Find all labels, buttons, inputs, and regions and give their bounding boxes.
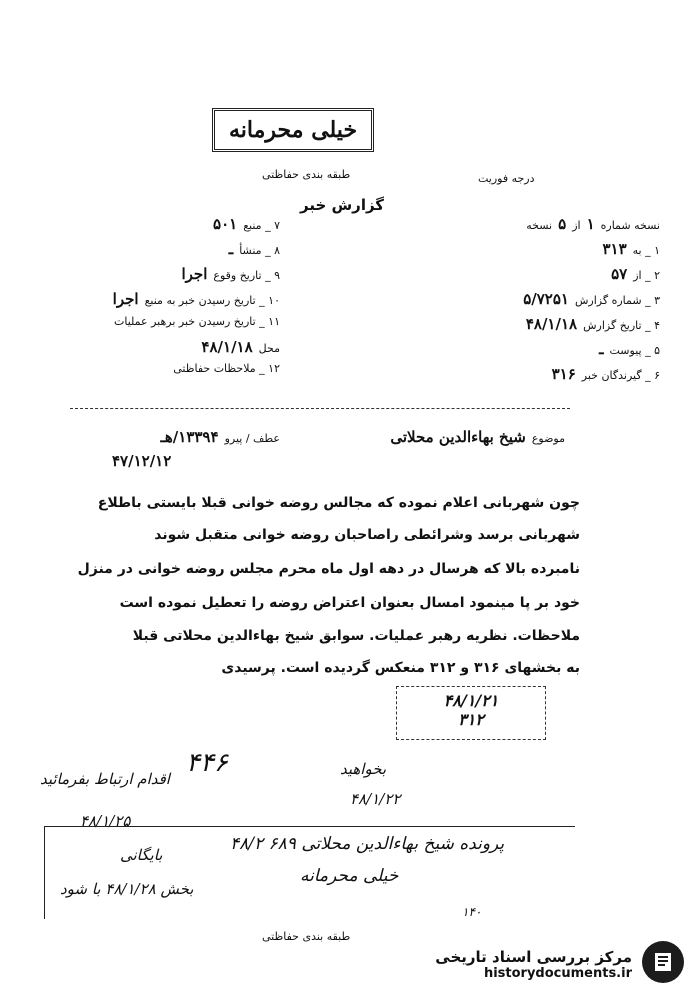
file-note: خیلی محرمانه: [300, 866, 399, 886]
report-title: گزارش خبر: [300, 196, 385, 214]
hand-note: ۴۸/۱/۲۲: [350, 790, 401, 808]
hand-number: ۴۴۶: [186, 748, 228, 778]
field-label: ۲ _ از: [633, 269, 660, 282]
field-value: اجرا: [181, 265, 208, 283]
field-label: ۴ _ تاریخ گزارش: [583, 319, 660, 332]
field-label: ۱۲ _ ملاحظات حفاظتی: [173, 362, 280, 375]
field-value: ـ: [228, 240, 234, 258]
field-value: ـ: [599, 340, 604, 358]
field-label: ۶ _ گیرندگان خبر: [581, 369, 660, 382]
field-to: [602, 240, 660, 258]
field-label: ۳ _ شماره گزارش: [574, 294, 660, 307]
body-line: ملاحظات. نظریه رهبر عملیات. سوابق شیخ بهاءالدین محلاتی قبلا: [132, 628, 580, 644]
hand-note: اقدام ارتباط بفرمائید: [40, 770, 170, 788]
classification-caption: طبقه بندی حفاظتی: [262, 168, 351, 181]
field-attachment: [599, 340, 660, 358]
field-security-notes: [167, 362, 280, 375]
field-label: ۵ _ پیوست: [609, 344, 660, 357]
hand-note: بایگانی: [120, 846, 163, 864]
body-line: خود بر پا مینمود امسال بعنوان اعتراض روضه را تعطیل نموده است: [119, 595, 580, 611]
field-label: محل: [258, 342, 280, 355]
field-value: ۴۸/۱/۱۸: [525, 315, 578, 333]
received-date: ۴۸/۱/۲۱: [443, 691, 499, 710]
field-origin: [229, 240, 280, 258]
field-event-date: [181, 265, 280, 283]
body-line: به بخشهای ۳۱۶ و ۳۱۲ منعکس گردیده است. پرسیدی: [221, 660, 580, 676]
received-number: ۳۱۲: [458, 710, 484, 729]
copy-number-label: نسخه شماره: [600, 219, 660, 232]
hand-note: ۴۸/۱/۲۵: [80, 812, 131, 830]
field-value: ۳۱۶: [551, 365, 576, 383]
page-number: ۱۴۰: [462, 905, 482, 919]
archive-logo-title: مرکز بررسی اسناد تاریخی: [435, 947, 632, 966]
of-label: از: [572, 219, 581, 232]
field-label: ۱ _ به: [632, 244, 660, 257]
reference-label: عطف / پیرو: [224, 432, 280, 445]
field-value: ۳۱۳: [602, 240, 627, 258]
field-report-number: [523, 290, 660, 308]
copy-number-value: ۱: [586, 215, 595, 233]
copy-label: نسخه: [526, 219, 553, 232]
classification-stamp: خیلی محرمانه: [212, 108, 374, 152]
archive-logo: [435, 939, 686, 989]
archive-logo-icon: [640, 939, 686, 989]
field-value: ۵۷: [611, 265, 628, 283]
footer-classification-caption: طبقه بندی حفاظتی: [262, 930, 351, 943]
field-from: [611, 265, 660, 283]
archive-logo-url[interactable]: historydocuments.ir: [483, 965, 632, 981]
field-source: [213, 215, 280, 233]
hand-note: بخواهید: [340, 760, 387, 778]
body-line: شهربانی برسد وشرائطی راصاحبان روضه خوانی متقبل شوند: [154, 527, 580, 543]
subject-label: موضوع: [531, 432, 565, 445]
body-line: نامبرده بالا که هرسال در دهه اول ماه محرم مجلس روضه خوانی در منزل: [77, 561, 580, 577]
field-leader-receipt-date: [108, 315, 280, 328]
copy-total-value: ۵: [558, 215, 567, 233]
body-line: چون شهربانی اعلام نموده که مجالس روضه خوانی قبلا بایستی باطلاع: [97, 495, 580, 511]
field-value: ۴۸/۱/۱۸: [201, 338, 253, 356]
file-note: پرونده شیخ بهاءالدین محلاتی ۶۸۹ ۴۸/۲: [230, 834, 505, 854]
reference-row: [160, 428, 280, 446]
field-label: ۱۱ _ تاریخ رسیدن خبر برهبر عملیات: [114, 315, 280, 328]
reference-date: ۴۷/۱۲/۱۲: [112, 452, 172, 470]
subject-value: شیخ بهاءالدین محلاتی: [390, 428, 526, 446]
field-report-date: [526, 315, 660, 333]
subject-row: [390, 428, 565, 446]
urgency-label: درجه فوریت: [478, 172, 535, 185]
field-label: ۹ _ تاریخ وقوع: [213, 269, 280, 282]
field-value: اجرا: [112, 290, 139, 308]
reference-value: ۱۳۳۹۴/هـ: [160, 428, 219, 446]
copy-info-row: [526, 215, 660, 233]
divider: [70, 408, 570, 409]
field-label: ۷ _ منبع: [243, 219, 280, 232]
received-stamp: [396, 686, 546, 740]
field-place: [201, 338, 280, 356]
field-source-receipt-date: [113, 290, 280, 308]
field-label: ۸ _ منشأ: [239, 244, 280, 257]
field-recipients: [552, 365, 660, 383]
field-value: ۵۰۱: [213, 215, 238, 233]
file-note: بخش ۴۸/۱/۲۸ با شود: [60, 880, 194, 898]
field-label: ۱۰ _ تاریخ رسیدن خبر به منبع: [144, 294, 280, 307]
field-value: ۵/۷۲۵۱: [523, 290, 569, 308]
